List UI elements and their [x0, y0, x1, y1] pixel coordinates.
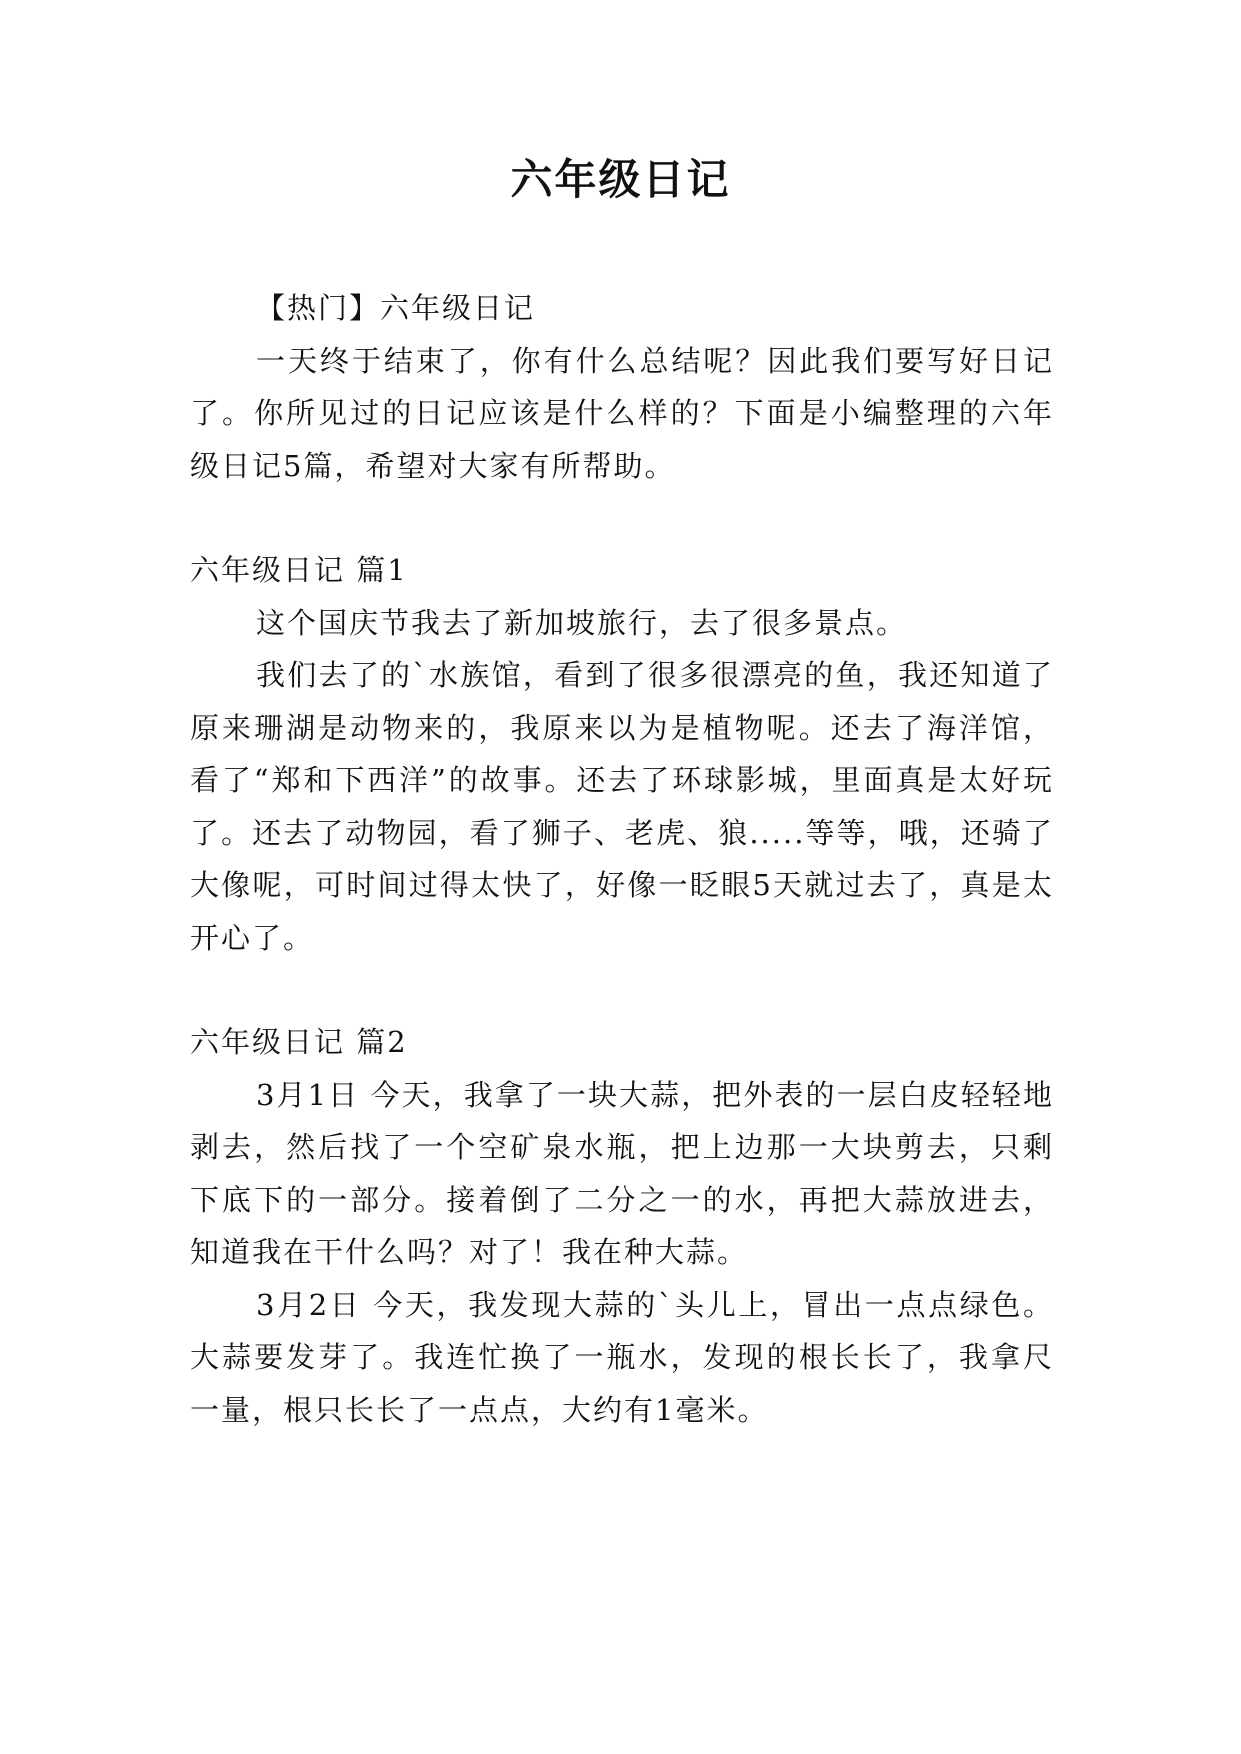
page-title: 六年级日记 [510, 155, 731, 204]
section-1-paragraph-2: 我们去了的`水族馆，看到了很多很漂亮的鱼，我还知道了原来珊湖是动物来的，我原来以为是植物呢。还去了海洋馆，看了“郑和下西洋”的故事。还去了环球影城，里面真是太好玩了。还去了动物园，看了狮子、老虎、狼.....等等，哦，还骑了大像呢，可时间过得太快了，好像一眨眼5天就过去了，真是太开心了。 [190, 658, 1054, 955]
section-spacer [190, 492, 1054, 544]
section-heading-2: 六年级日记 篇2 [190, 1025, 408, 1059]
section-spacer [190, 964, 1054, 1016]
section-2-paragraph-1: 3月1日 今天，我拿了一块大蒜，把外表的一层白皮轻轻地剥去，然后找了一个空矿泉水瓶，把上边那一大块剪去，只剩下底下的一部分。接着倒了二分之一的水，再把大蒜放进去，知道我在干什么吗？对了！我在种大蒜。 [190, 1077, 1054, 1269]
intro-label: 【热门】六年级日记 [256, 291, 536, 325]
intro-paragraph: 一天终于结束了，你有什么总结呢？因此我们要写好日记了。你所见过的日记应该是什么样的？下面是小编整理的六年级日记5篇，希望对大家有所帮助。 [190, 343, 1054, 483]
document-body [190, 282, 1054, 1436]
section-1-paragraph-1: 这个国庆节我去了新加坡旅行，去了很多景点。 [256, 605, 908, 640]
section-heading-1: 六年级日记 篇1 [190, 553, 408, 587]
section-2-paragraph-2: 3月2日 今天，我发现大蒜的`头儿上，冒出一点点绿色。大蒜要发芽了。我连忙换了一瓶水，发现的根长长了，我拿尺一量，根只长长了一点点，大约有1毫米。 [190, 1287, 1054, 1427]
